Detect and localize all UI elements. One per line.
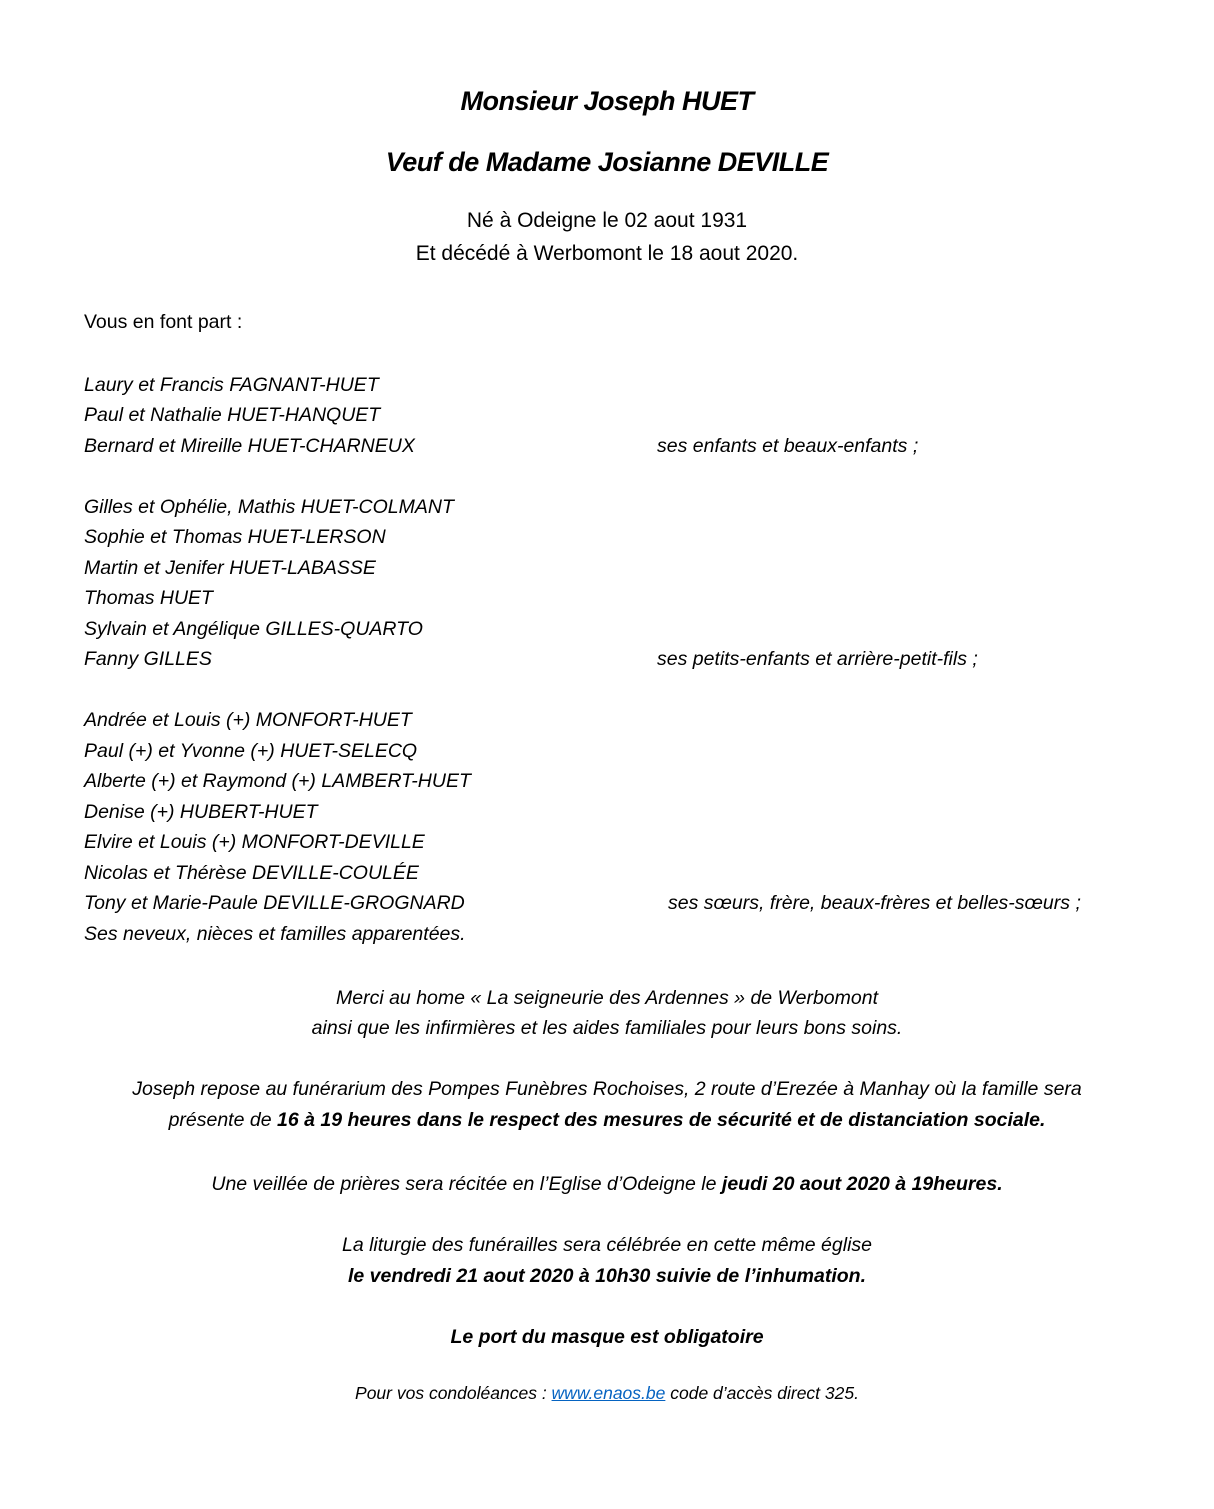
spouse-line: Veuf de Madame Josianne DEVILLE bbox=[385, 147, 829, 177]
extended-family: Ses neveux, nièces et familles apparentées. bbox=[84, 923, 466, 945]
repose-hours: 16 à 19 heures dans le respect des mesures de sécurité et de distanciation sociale. bbox=[276, 1109, 1046, 1131]
thanks-line-1: Merci au home « La seigneurie des Ardennes » de Werbomont bbox=[336, 987, 878, 1009]
funeral-line-2: le vendredi 21 aout 2020 à 10h30 suivie de l’inhumation. bbox=[347, 1265, 867, 1287]
thanks-line-2: ainsi que les infirmières et les aides familiales pour leurs bons soins. bbox=[311, 1017, 903, 1039]
family-name: Gilles et Ophélie, Mathis HUET-COLMANT bbox=[84, 496, 454, 518]
family-name: Bernard et Mireille HUET-CHARNEUX bbox=[84, 435, 415, 457]
family-name: Paul (+) et Yvonne (+) HUET-SELECQ bbox=[84, 740, 418, 762]
intro-text: Vous en font part : bbox=[84, 311, 243, 333]
condolences-suffix: code d’accès direct 325. bbox=[665, 1383, 859, 1403]
vigil-prefix: Une veillée de prières sera récitée en l’Eglise d’Odeigne le bbox=[211, 1173, 722, 1195]
family-name: Sophie et Thomas HUET-LERSON bbox=[84, 526, 386, 548]
death-line: Et décédé à Werbomont le 18 aout 2020. bbox=[415, 242, 799, 265]
repose-line-2 bbox=[0, 1109, 1214, 1132]
birth-line: Né à Odeigne le 02 aout 1931 bbox=[466, 209, 748, 232]
family-name: Thomas HUET bbox=[84, 587, 213, 609]
condolences-prefix: Pour vos condoléances : bbox=[355, 1383, 552, 1403]
family-name: Martin et Jenifer HUET-LABASSE bbox=[84, 557, 376, 579]
family-name: Nicolas et Thérèse DEVILLE-COULÉE bbox=[84, 862, 419, 884]
funeral-line-1: La liturgie des funérailles sera célébrée en cette même église bbox=[341, 1234, 873, 1256]
family-name: Andrée et Louis (+) MONFORT-HUET bbox=[84, 709, 412, 731]
vigil-date: jeudi 20 aout 2020 à 19heures. bbox=[721, 1173, 1003, 1195]
deceased-name: Monsieur Joseph HUET bbox=[460, 86, 754, 116]
family-name: Alberte (+) et Raymond (+) LAMBERT-HUET bbox=[84, 770, 471, 792]
relation-label: ses enfants et beaux-enfants ; bbox=[657, 435, 919, 457]
relation-label: ses sœurs, frère, beaux-frères et belles-sœurs ; bbox=[668, 892, 1081, 914]
condolences-link[interactable]: www.enaos.be bbox=[551, 1383, 666, 1403]
family-name: Fanny GILLES bbox=[84, 648, 212, 670]
vigil-line bbox=[0, 1173, 1214, 1196]
condolences-line bbox=[0, 1383, 1214, 1404]
repose-line-1: Joseph repose au funérarium des Pompes Funèbres Rochoises, 2 route d’Erezée à Manhay où la famille sera bbox=[132, 1078, 1082, 1100]
family-name: Paul et Nathalie HUET-HANQUET bbox=[84, 404, 381, 426]
family-name: Elvire et Louis (+) MONFORT-DEVILLE bbox=[84, 831, 425, 853]
mask-notice: Le port du masque est obligatoire bbox=[450, 1326, 764, 1348]
family-name: Laury et Francis FAGNANT-HUET bbox=[84, 374, 379, 396]
family-name: Denise (+) HUBERT-HUET bbox=[84, 801, 318, 823]
repose-prefix: présente de bbox=[168, 1109, 277, 1131]
family-name: Sylvain et Angélique GILLES-QUARTO bbox=[84, 618, 423, 640]
relation-label: ses petits-enfants et arrière-petit-fils ; bbox=[657, 648, 978, 670]
family-name: Tony et Marie-Paule DEVILLE-GROGNARD bbox=[84, 892, 465, 914]
